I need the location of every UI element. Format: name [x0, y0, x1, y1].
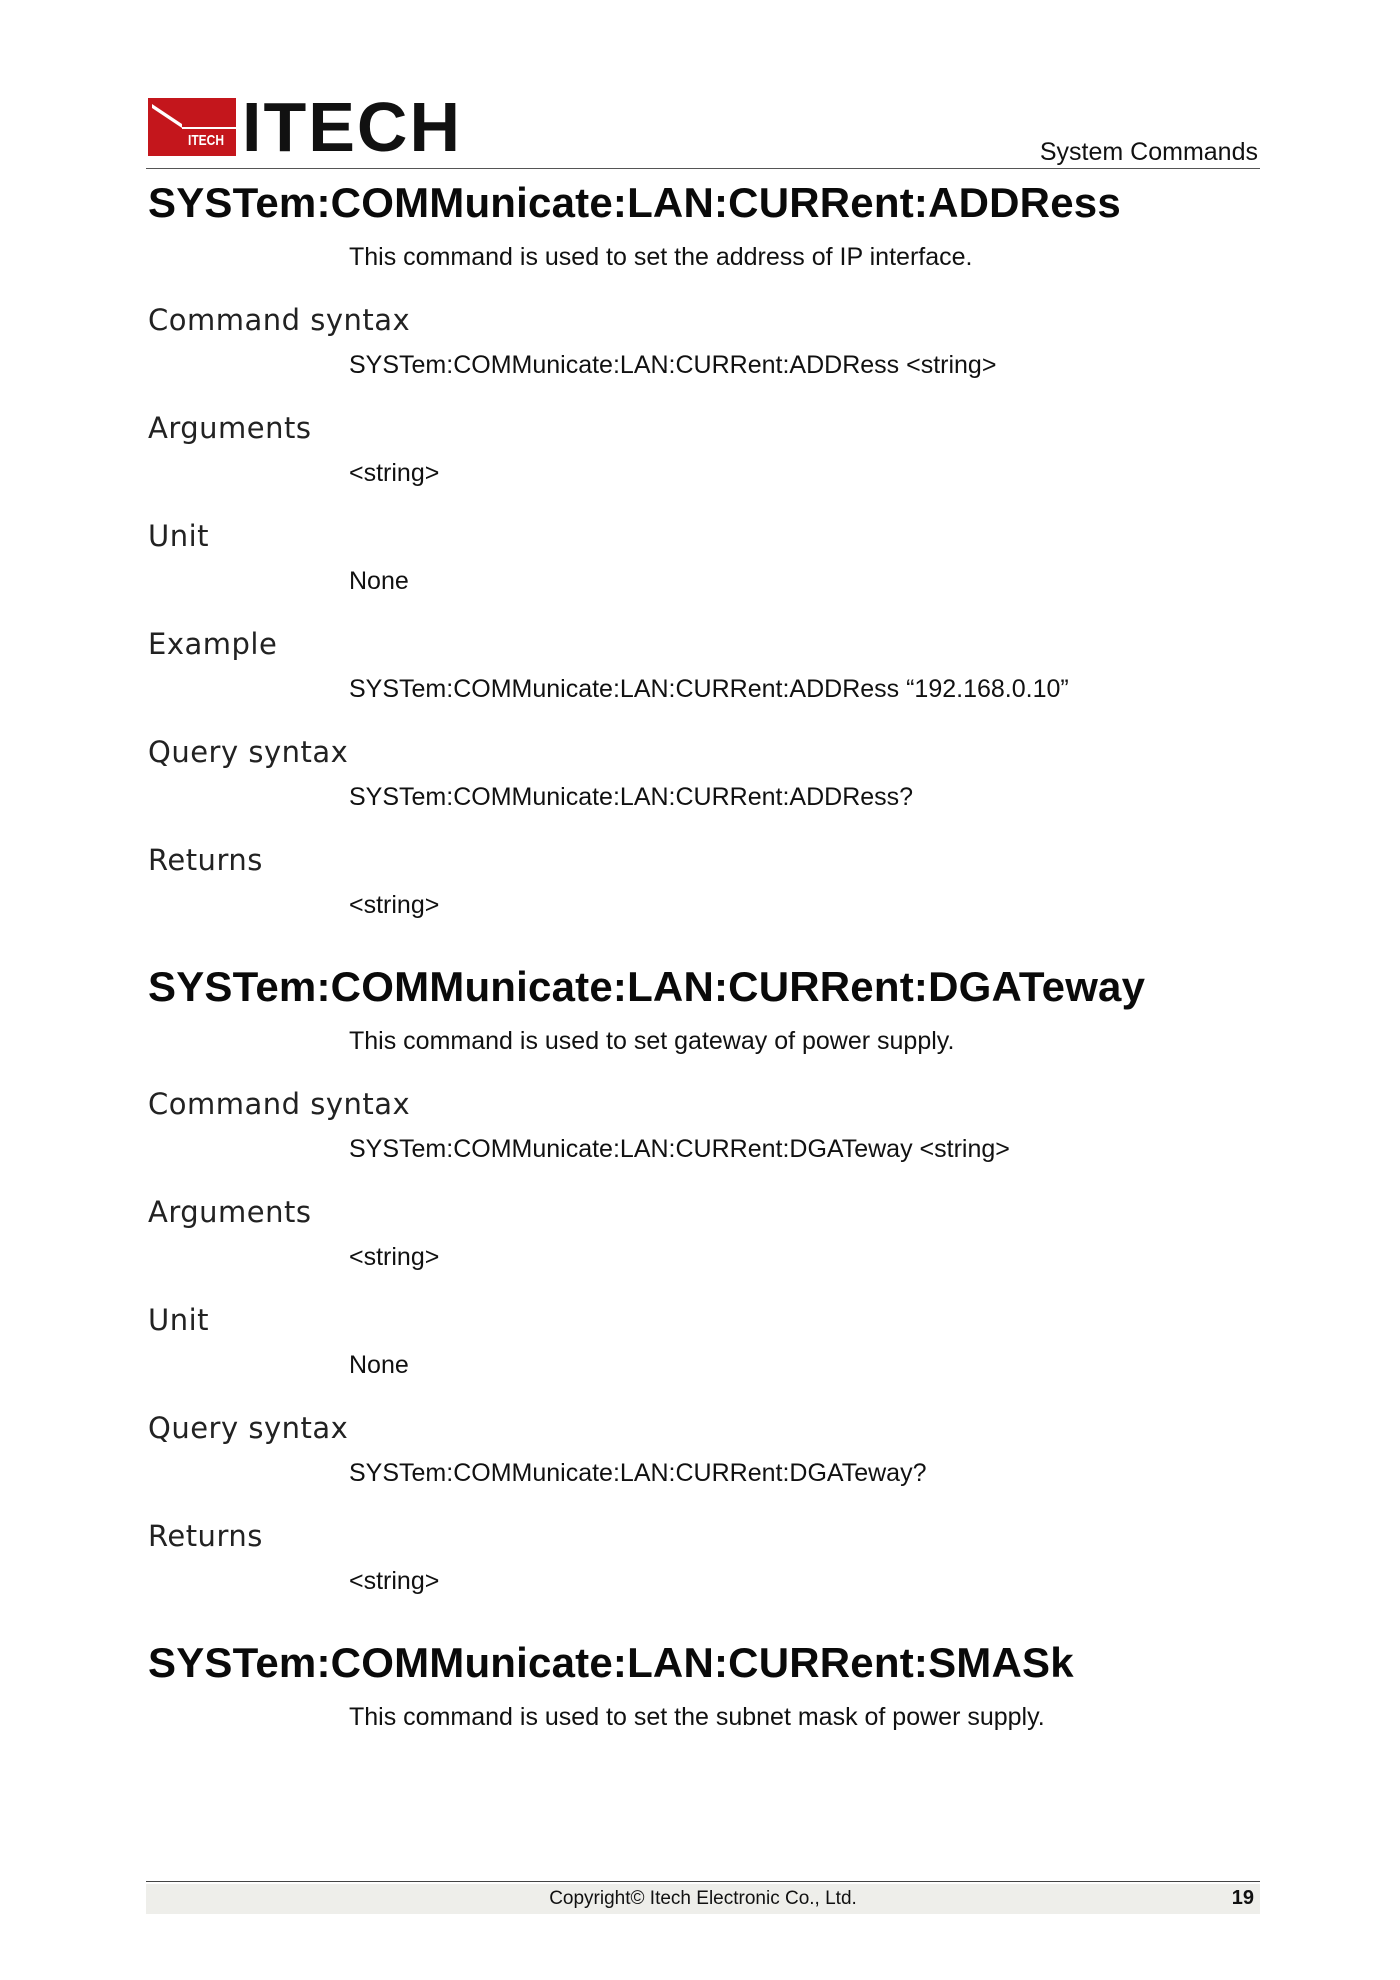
field-query-syntax: [148, 734, 1258, 812]
field-label: Unit: [148, 519, 210, 553]
field-returns: [148, 842, 1258, 920]
field-value: <string>: [349, 1567, 440, 1595]
field-value: SYSTem:COMMunicate:LAN:CURRent:ADDRess “192.168.0.10”: [349, 675, 1069, 703]
field-example: [148, 626, 1258, 704]
field-query-syntax: [148, 1410, 1258, 1488]
field-value: <string>: [349, 1243, 440, 1271]
command-block-subnet-mask: [148, 1638, 1258, 1732]
field-value: <string>: [349, 891, 440, 919]
command-description: This command is used to set the address of IP interface.: [349, 243, 973, 271]
field-label: Query syntax: [148, 735, 349, 769]
field-value: SYSTem:COMMunicate:LAN:CURRent:DGATeway <string>: [349, 1135, 1010, 1163]
copyright-text: Copyright© Itech Electronic Co., Ltd.: [549, 1888, 857, 1909]
logo-mark-label: ITECH: [188, 132, 224, 149]
field-arguments: [148, 1194, 1258, 1272]
logo-wordmark: ITECH: [242, 88, 462, 166]
field-unit: [148, 518, 1258, 596]
field-value: None: [349, 567, 409, 595]
footer-divider: [146, 1881, 1260, 1882]
field-value: SYSTem:COMMunicate:LAN:CURRent:ADDRess <string>: [349, 351, 997, 379]
field-command-syntax: [148, 302, 1258, 380]
field-label: Returns: [148, 843, 263, 877]
field-value: SYSTem:COMMunicate:LAN:CURRent:ADDRess?: [349, 783, 914, 811]
command-description: This command is used to set the subnet mask of power supply.: [349, 1703, 1045, 1731]
command-block-gateway: [148, 962, 1258, 1596]
field-label: Returns: [148, 1519, 263, 1553]
field-label: Command syntax: [148, 1087, 411, 1121]
field-label: Arguments: [148, 1195, 312, 1229]
field-label: Example: [148, 627, 278, 661]
field-label: Command syntax: [148, 303, 411, 337]
page-footer: [146, 1884, 1260, 1914]
section-name: System Commands: [1039, 138, 1258, 166]
field-arguments: [148, 410, 1258, 488]
field-label: Query syntax: [148, 1411, 349, 1445]
itech-logo: [148, 88, 462, 166]
field-value: SYSTem:COMMunicate:LAN:CURRent:DGATeway?: [349, 1459, 927, 1487]
field-value: <string>: [349, 459, 440, 487]
field-value: None: [349, 1351, 409, 1379]
command-block-address: [148, 178, 1258, 920]
field-label: Arguments: [148, 411, 312, 445]
field-unit: [148, 1302, 1258, 1380]
command-title: SYSTem:COMMunicate:LAN:CURRent:DGATeway: [148, 963, 1146, 1010]
header-divider: [146, 168, 1260, 169]
page-content: [148, 178, 1258, 1732]
field-command-syntax: [148, 1086, 1258, 1164]
command-title: SYSTem:COMMunicate:LAN:CURRent:SMASk: [148, 1639, 1074, 1686]
command-title: SYSTem:COMMunicate:LAN:CURRent:ADDRess: [148, 179, 1121, 226]
page-header: [148, 88, 1258, 170]
command-description: This command is used to set gateway of power supply.: [349, 1027, 955, 1055]
field-label: Unit: [148, 1303, 210, 1337]
field-returns: [148, 1518, 1258, 1596]
itech-logo-mark-icon: [148, 98, 236, 156]
page-number: 19: [1231, 1887, 1254, 1909]
